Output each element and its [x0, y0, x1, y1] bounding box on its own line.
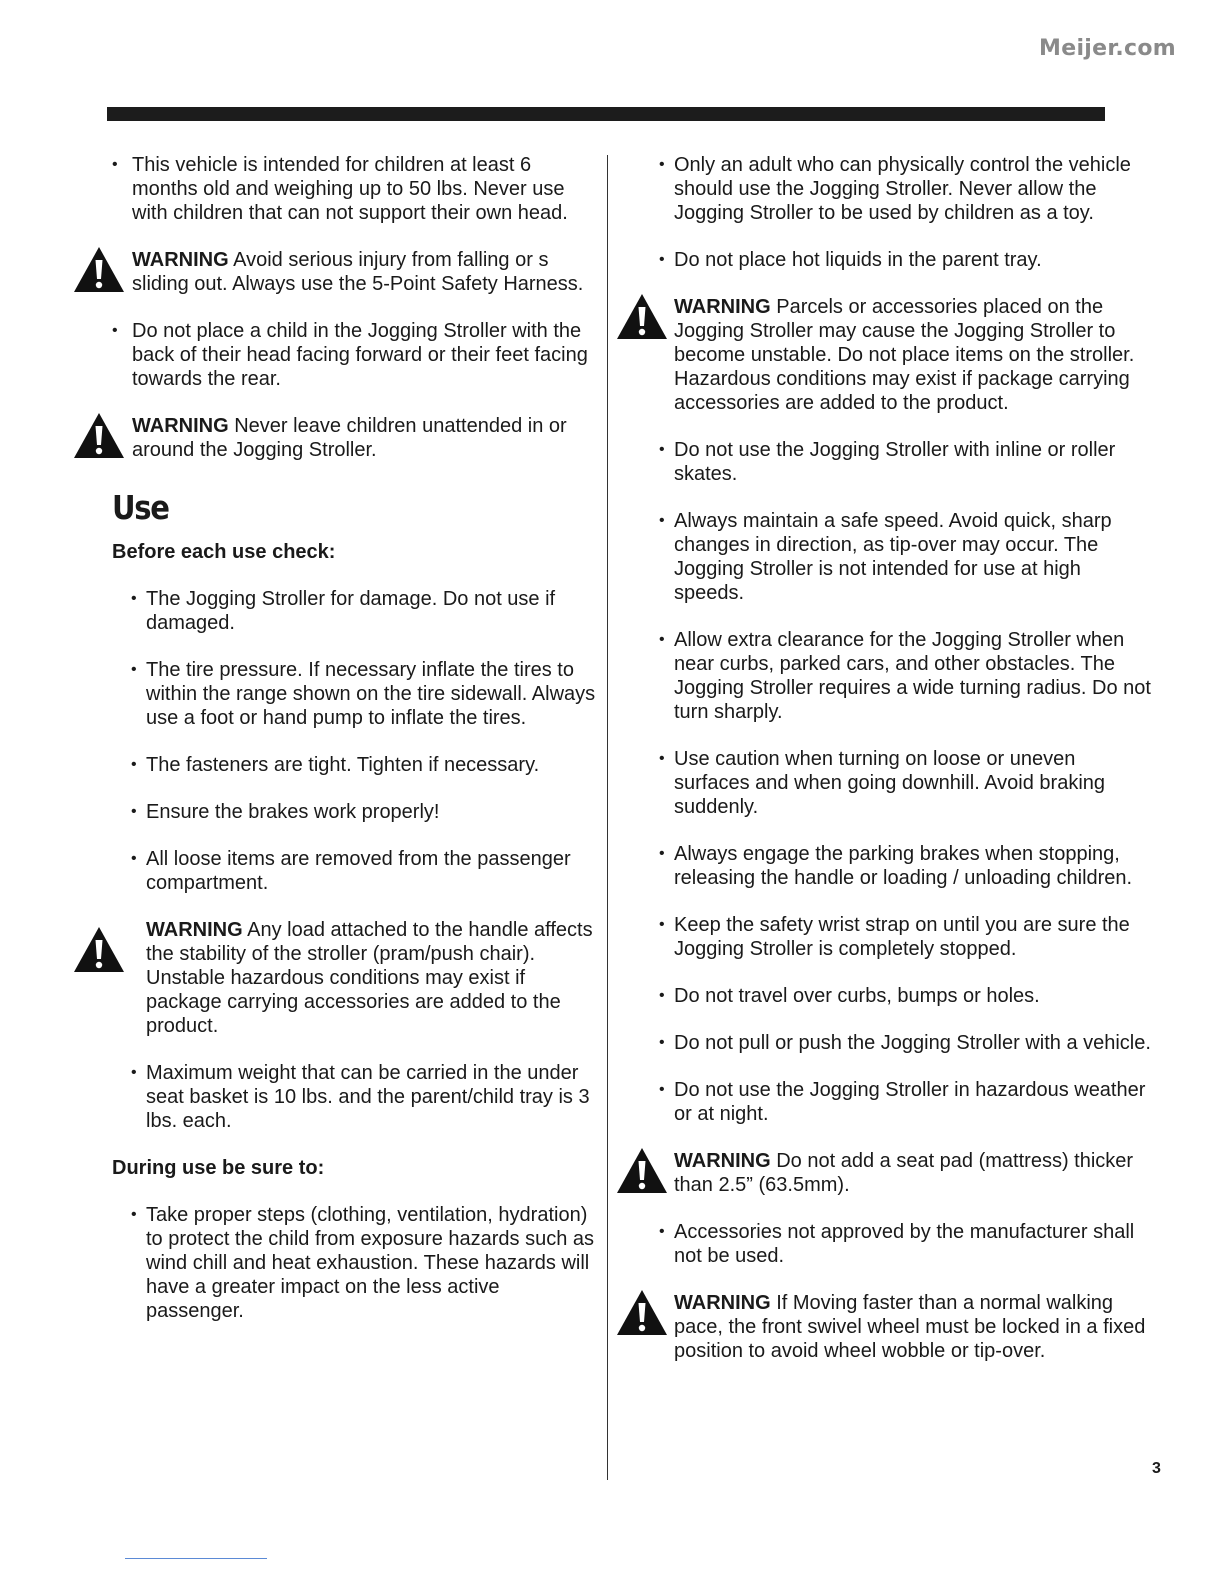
page-number: 3 [1152, 1460, 1161, 1477]
warning-text: Never leave children unattended in or around the Jogging Stroller. [132, 415, 567, 461]
list-item: • Always engage the parking brakes when stopping, releasing the handle or loading / unloading children. [616, 842, 1156, 890]
list-item: • Use caution when turning on loose or uneven surfaces and when going downhill. Avoid braking suddenly. [616, 747, 1156, 819]
warning-block [616, 1149, 1156, 1197]
header-rule [107, 107, 1105, 121]
list-item: • Accessories not approved by the manufacturer shall not be used. [616, 1220, 1156, 1268]
warning-label: WARNING [132, 249, 229, 271]
section-title: Use [112, 488, 169, 527]
warning-text: Do not add a seat pad (mattress) thicker than 2.5” (63.5mm). [674, 1150, 1134, 1196]
list-item: • Only an adult who can physically control the vehicle should use the Jogging Stroller. Never allow the Jogging Stroller to be used by children as a toy. [616, 153, 1156, 225]
footer-link-underline [125, 1558, 267, 1559]
list-item: • Do not place a child in the Jogging Stroller with the back of their head facing forward or their feet facing towards the rear. [0, 319, 600, 391]
list-item: • Do not travel over curbs, bumps or holes. [616, 984, 1156, 1008]
warning-label: WARNING [674, 1150, 771, 1172]
list-item: • Always maintain a safe speed. Avoid quick, sharp changes in direction, as tip-over may occur. The Jogging Stroller is not intended for use at high speeds. [616, 509, 1156, 605]
warning-block [0, 918, 600, 1038]
list-item: • Do not pull or push the Jogging Stroller with a vehicle. [616, 1031, 1156, 1055]
list-item: • The tire pressure. If necessary inflate the tires to within the range shown on the tire sidewall. Always use a foot or hand pump to inflate the tires. [0, 658, 600, 730]
warning-label: WARNING [146, 919, 243, 941]
brand-logo: Meijer.com [1039, 36, 1176, 61]
subheading: Before each use check: [112, 541, 336, 563]
warning-label: WARNING [674, 1292, 771, 1314]
warning-triangle-icon [616, 1289, 668, 1336]
warning-triangle-icon [73, 926, 125, 973]
list-item: • All loose items are removed from the passenger compartment. [0, 847, 600, 895]
list-item: • Do not use the Jogging Stroller in hazardous weather or at night. [616, 1078, 1156, 1126]
right-column [616, 153, 1156, 1386]
warning-label: WARNING [132, 415, 229, 437]
warning-triangle-icon [73, 412, 125, 459]
warning-triangle-icon [616, 293, 668, 340]
list-item: • Do not place hot liquids in the parent tray. [616, 248, 1156, 272]
warning-text: If Moving faster than a normal walking pace, the front swivel wheel must be locked in a fixed position to avoid wheel wobble or tip-over. [674, 1292, 1146, 1362]
list-item: • Allow extra clearance for the Jogging Stroller when near curbs, parked cars, and other obstacles. The Jogging Stroller requires a wide turning radius. Do not turn sharply. [616, 628, 1156, 724]
list-item: • Do not use the Jogging Stroller with inline or roller skates. [616, 438, 1156, 486]
list-item: • Take proper steps (clothing, ventilation, hydration) to protect the child from exposure hazards such as wind chill and heat exhaustion. These hazards will have a greater impact on the less active passenger. [0, 1203, 600, 1323]
warning-text: Parcels or accessories placed on the Jogging Stroller may cause the Jogging Stroller to become unstable. Do not place items on the stroller. Hazardous conditions may exist if package carrying accessories are added to the product. [674, 296, 1135, 414]
warning-block [0, 414, 600, 462]
column-divider [607, 155, 608, 1480]
warning-block [0, 248, 600, 296]
subheading: During use be sure to: [112, 1157, 325, 1179]
warning-triangle-icon [73, 246, 125, 293]
list-item: • The Jogging Stroller for damage. Do not use if damaged. [0, 587, 600, 635]
warning-text: Any load attached to the handle affects the stability of the stroller (pram/push chair). Unstable hazardous conditions may exist if package carrying accessories are added to the product. [146, 919, 593, 1037]
list-item: • The fasteners are tight. Tighten if necessary. [0, 753, 600, 777]
warning-block [616, 1291, 1156, 1363]
list-item: • Maximum weight that can be carried in the under seat basket is 10 lbs. and the parent/child tray is 3 lbs. each. [0, 1061, 600, 1133]
list-item: • Ensure the brakes work properly! [0, 800, 600, 824]
list-item: • This vehicle is intended for children at least 6 months old and weighing up to 50 lbs. Never use with children that can not support their own head. [0, 153, 600, 225]
list-item: • Keep the safety wrist strap on until you are sure the Jogging Stroller is completely stopped. [616, 913, 1156, 961]
left-column [0, 153, 600, 1346]
warning-triangle-icon [616, 1147, 668, 1194]
warning-block [616, 295, 1156, 415]
warning-label: WARNING [674, 296, 771, 318]
warning-text: Avoid serious injury from falling or s sliding out. Always use the 5-Point Safety Harness. [132, 249, 584, 295]
